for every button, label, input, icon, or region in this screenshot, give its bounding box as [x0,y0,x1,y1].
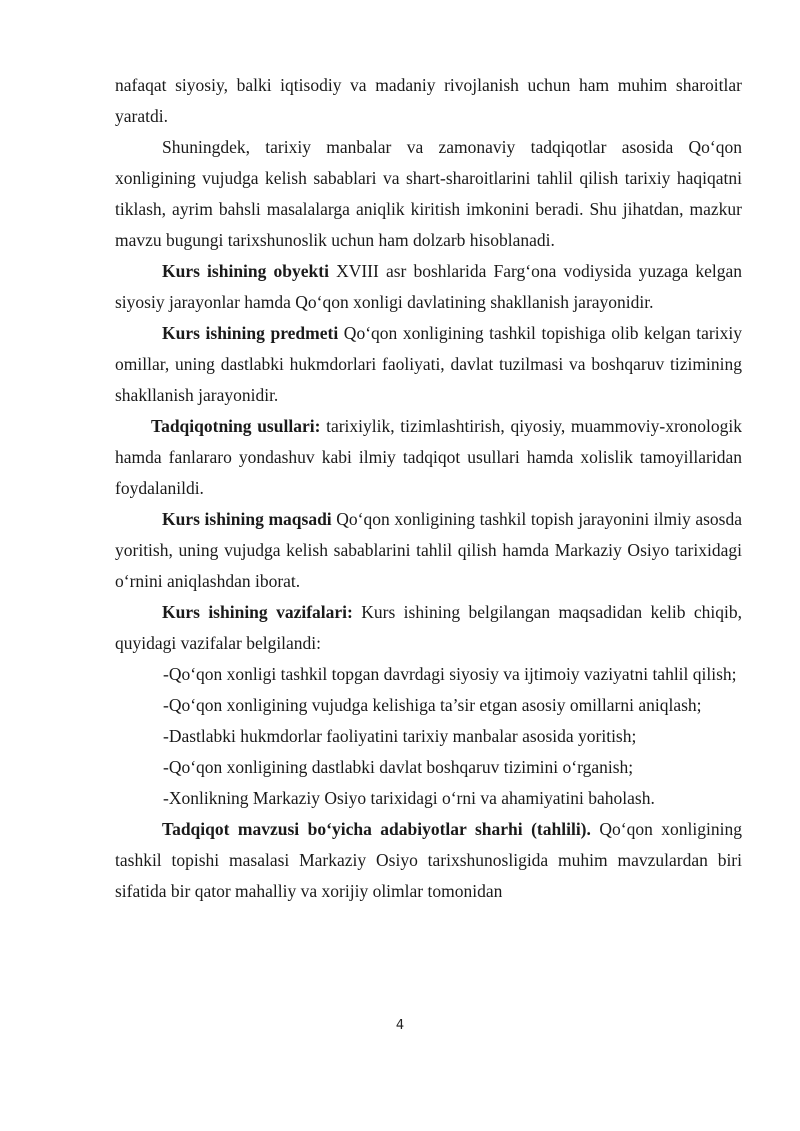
literature-text: Qo‘qon xonligining tashkil topishi masalasi Markaziy Osiyo tarixshunosligida muhim mavzulardan biri sifatida bir qator mahalliy va xorijiy olimlar tomonidan [115,819,742,901]
task-item: -Qo‘qon xonligi tashkil topgan davrdagi siyosiy va ijtimoiy vaziyatni tahlil qilish; [163,664,737,684]
object-label: Kurs ishining obyekti [162,261,329,281]
methods-text: tarixiylik, tizimlashtirish, qiyosiy, muammoviy-xronologik hamda fanlararo yondashuv kabi ilmiy tadqiqot usullari hamda xolislik tamoyillaridan foydalanildi. [115,416,742,498]
paragraph-methods [115,411,742,504]
task-item: -Qo‘qon xonligining dastlabki davlat boshqaruv tizimini o‘rganish; [163,757,634,777]
object-text: XVIII asr boshlarida Farg‘ona vodiysida yuzaga kelgan siyosiy jarayonlar hamda Qo‘qon xonligi davlatining shakllanish jarayonidir. [115,261,742,312]
paragraph-goal [115,504,742,597]
task-item: -Dastlabki hukmdorlar faoliyatini tarixiy manbalar asosida yoritish; [163,726,637,746]
paragraph-tasks [115,597,742,659]
task-item: -Qo‘qon xonligining vujudga kelishiga ta’sir etgan asosiy omillarni aniqlash; [163,695,702,715]
subject-text: Qo‘qon xonligining tashkil topishiga olib kelgan tarixiy omillar, uning dastlabki hukmdorlari faoliyati, davlat tuzilmasi va boshqaruv tizimining shakllanish jarayonidir. [115,323,742,405]
body-text [115,70,742,907]
goal-text: Qo‘qon xonligining tashkil topish jarayonini ilmiy asosda yoritish, uning vujudga kelish sabablarini tahlil qilish hamda Markaziy Osiyo tarixidagi o‘rnini aniqlashdan iborat. [115,509,742,591]
goal-label: Kurs ishining maqsadi [162,509,332,529]
paragraph-relevance: Shuningdek, tarixiy manbalar va zamonaviy tadqiqotlar asosida Qo‘qon xonligining vujudga kelish sabablari va shart-sharoitlarini tahlil qilish tarixiy haqiqatni tiklash, ayrim bahsli masalalarga aniqlik kiritish imkonini beradi. Shu jihatdan, mazkur mavzu bugungi tarixshunoslik uchun ham dolzarb hisoblanadi. [115,137,742,250]
task-item: -Xonlikning Markaziy Osiyo tarixidagi o‘rni va ahamiyatini baholash. [163,788,655,808]
paragraph-object [115,256,742,318]
tasks-label: Kurs ishining vazifalari: [162,602,353,622]
methods-label: Tadqiqotning usullari: [151,416,321,436]
paragraph-subject [115,318,742,411]
paragraph-literature [115,814,742,907]
page-number: 4 [395,1018,405,1033]
subject-label: Kurs ishining predmeti [162,323,339,343]
paragraph-continuation: nafaqat siyosiy, balki iqtisodiy va madaniy rivojlanish uchun ham muhim sharoitlar yaratdi. [115,75,742,126]
tasks-list [115,659,742,814]
literature-label: Tadqiqot mavzusi bo‘yicha adabiyotlar sharhi (tahlili). [162,819,591,839]
tasks-text: Kurs ishining belgilangan maqsadidan kelib chiqib, quyidagi vazifalar belgilandi: [115,602,742,653]
